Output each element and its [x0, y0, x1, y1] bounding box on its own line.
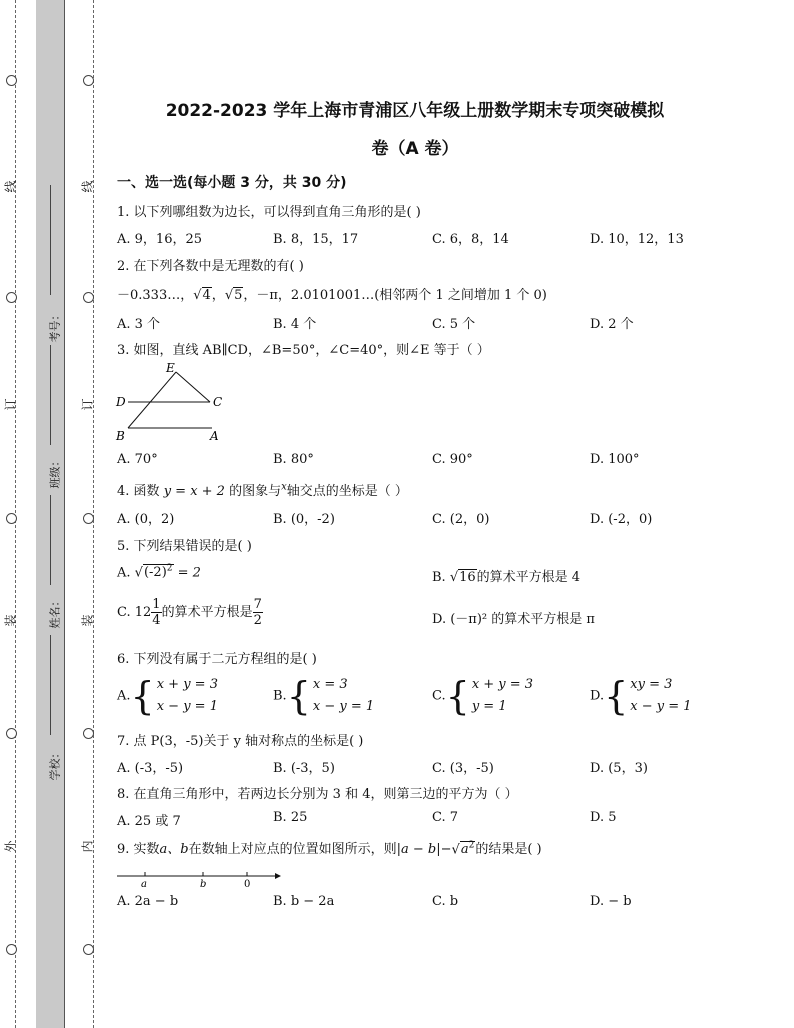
section-heading: 一、选一选(每小题 3 分，共 30 分)	[117, 175, 347, 191]
q2-option-c: C. 5 个	[432, 317, 476, 332]
field-class-line	[50, 345, 51, 445]
q3-option-b: B. 80°	[273, 452, 314, 467]
strip-right-border	[64, 0, 65, 1028]
q9-option-a: A. 2a − b	[117, 894, 179, 909]
q2-option-d: D. 2 个	[590, 317, 634, 332]
q6-option-d: D.{ xy = 3 x − y = 1	[590, 674, 692, 718]
margin-label-bind: 装	[3, 614, 18, 627]
q7-option-c: C. (3，-5)	[432, 761, 494, 776]
question-9-stem: 9. 实数a、b在数轴上对应点的位置如图所示，则$|a - b|-√a^2$的结果是( )	[117, 840, 542, 857]
axis-label-b: b	[200, 879, 207, 888]
axis-label-zero: 0	[244, 879, 251, 888]
q7-option-d: D. (5，3)	[590, 761, 648, 776]
question-7-stem: 7. 点 P(3，-5)关于 y 轴对称点的坐标是( )	[117, 734, 364, 749]
question-5-stem: 5. 下列结果错误的是( )	[117, 539, 252, 554]
line-be	[128, 372, 176, 428]
field-school-line	[50, 635, 51, 735]
q5-option-b: B. √16的算术平方根是 4	[432, 570, 581, 585]
number-line-arrow	[275, 873, 281, 879]
field-name-line	[50, 495, 51, 585]
margin-label-bind: 装	[80, 614, 95, 627]
q1-option-b: B. 8，15，17	[273, 232, 359, 247]
q4-function: y = x + 2	[163, 484, 225, 499]
margin-label-inner: 内	[80, 840, 95, 853]
q8-option-b: B. 25	[273, 810, 308, 825]
punch-hole-circle	[83, 728, 94, 739]
q4-option-c: C. (2，0)	[432, 512, 490, 527]
field-school-label: 学校：	[48, 747, 62, 781]
q6-option-a: A.{ x + y = 3 x − y = 1	[117, 674, 218, 718]
inner-dashed-line	[93, 0, 94, 1028]
punch-hole-circle	[83, 944, 94, 955]
question-1-stem: 1. 以下列哪组数为边长，可以得到直角三角形的是( )	[117, 205, 421, 220]
q2-list-suffix: ，－π，2.0101001…(相邻两个 1 之间增加 1 个 0)	[243, 288, 547, 303]
margin-label-line: 线	[3, 180, 18, 193]
q1-option-c: C. 6，8，14	[432, 232, 509, 247]
label-a: A	[210, 429, 219, 443]
axis-label-a: a	[141, 879, 147, 888]
q4-option-a: A. (0，2)	[117, 512, 175, 527]
question-2-stem: 2. 在下列各数中是无理数的有( )	[117, 259, 304, 274]
margin-label-order: 订	[80, 398, 95, 411]
q6-option-b: B.{ x = 3 x − y = 1	[273, 674, 375, 718]
q9-option-b: B. b − 2a	[273, 894, 335, 909]
field-exam-number-line	[50, 185, 51, 295]
label-d: D	[116, 395, 126, 409]
question-6-stem: 6. 下列没有属于二元方程组的是( )	[117, 652, 317, 667]
q8-option-c: C. 7	[432, 810, 459, 825]
margin-label-line: 线	[80, 180, 95, 193]
q9-number-line	[115, 866, 285, 888]
question-8-stem: 8. 在直角三角形中，若两边长分别为 3 和 4，则第三边的平方为（ ）	[117, 787, 518, 802]
punch-hole-circle	[6, 292, 17, 303]
q7-option-b: B. (-3，5)	[273, 761, 335, 776]
q4-option-d: D. (-2，0)	[590, 512, 653, 527]
punch-hole-circle	[83, 292, 94, 303]
label-b: B	[116, 429, 125, 443]
q5-option-a: A. $√(-2)^2 = 2$	[117, 564, 201, 581]
question-4-stem: 4. 函数 y = x + 2 的图象与$^x$轴交点的坐标是（ ）	[117, 481, 408, 499]
q5-option-c: C. 12 $\frac{1}{4}$ 的算术平方根是 $\frac{7}{2}$	[117, 597, 262, 628]
question-3-stem: 3. 如图，直线 AB∥CD，∠B=50°，∠C=40°，则∠E 等于（ ）	[117, 343, 490, 358]
margin-label-outer: 外	[3, 840, 18, 853]
q2-sqrt-5: √5	[224, 288, 243, 303]
q2-option-b: B. 4 个	[273, 317, 317, 332]
label-e: E	[166, 361, 175, 375]
margin-label-order: 订	[3, 398, 18, 411]
q2-sqrt-4: √4	[193, 288, 211, 303]
q3-option-c: C. 90°	[432, 452, 473, 467]
q3-geometry-figure	[110, 360, 230, 446]
punch-hole-circle	[6, 75, 17, 86]
q7-option-a: A. (-3，-5)	[117, 761, 184, 776]
q4-option-b: B. (0，-2)	[273, 512, 335, 527]
q9-option-d: D. − b	[590, 894, 632, 909]
punch-hole-circle	[6, 944, 17, 955]
q8-option-d: D. 5	[590, 810, 617, 825]
q6-option-c: C.{ x + y = 3 y = 1	[432, 674, 534, 718]
q2-number-list: －0.333…，√4，√5，－π，2.0101001…(相邻两个 1 之间增加 1 个 0)	[117, 288, 547, 303]
q3-option-d: D. 100°	[590, 452, 640, 467]
punch-hole-circle	[83, 75, 94, 86]
q2-list-prefix: －0.333…，	[117, 288, 194, 303]
line-ec	[176, 372, 210, 402]
field-class-label: 班级：	[48, 455, 62, 489]
q1-option-a: A. 9，16，25	[117, 232, 203, 247]
punch-hole-circle	[6, 513, 17, 524]
field-exam-number-label: 考号：	[48, 309, 62, 343]
page-title: 2022-2023 学年上海市青浦区八年级上册数学期末专项突破模拟	[165, 101, 665, 121]
page-title-continued: 卷（A 卷）	[371, 139, 459, 159]
q9-option-c: C. b	[432, 894, 459, 909]
punch-hole-circle	[6, 728, 17, 739]
q5-option-d: D. (－π)² 的算术平方根是 π	[432, 612, 595, 627]
field-name-label: 姓名：	[48, 595, 62, 629]
punch-hole-circle	[83, 513, 94, 524]
label-c: C	[213, 395, 223, 409]
q1-option-d: D. 10，12，13	[590, 232, 684, 247]
q8-option-a: A. 25 或 7	[117, 814, 181, 829]
q2-option-a: A. 3 个	[117, 317, 161, 332]
q3-option-a: A. 70°	[117, 452, 158, 467]
